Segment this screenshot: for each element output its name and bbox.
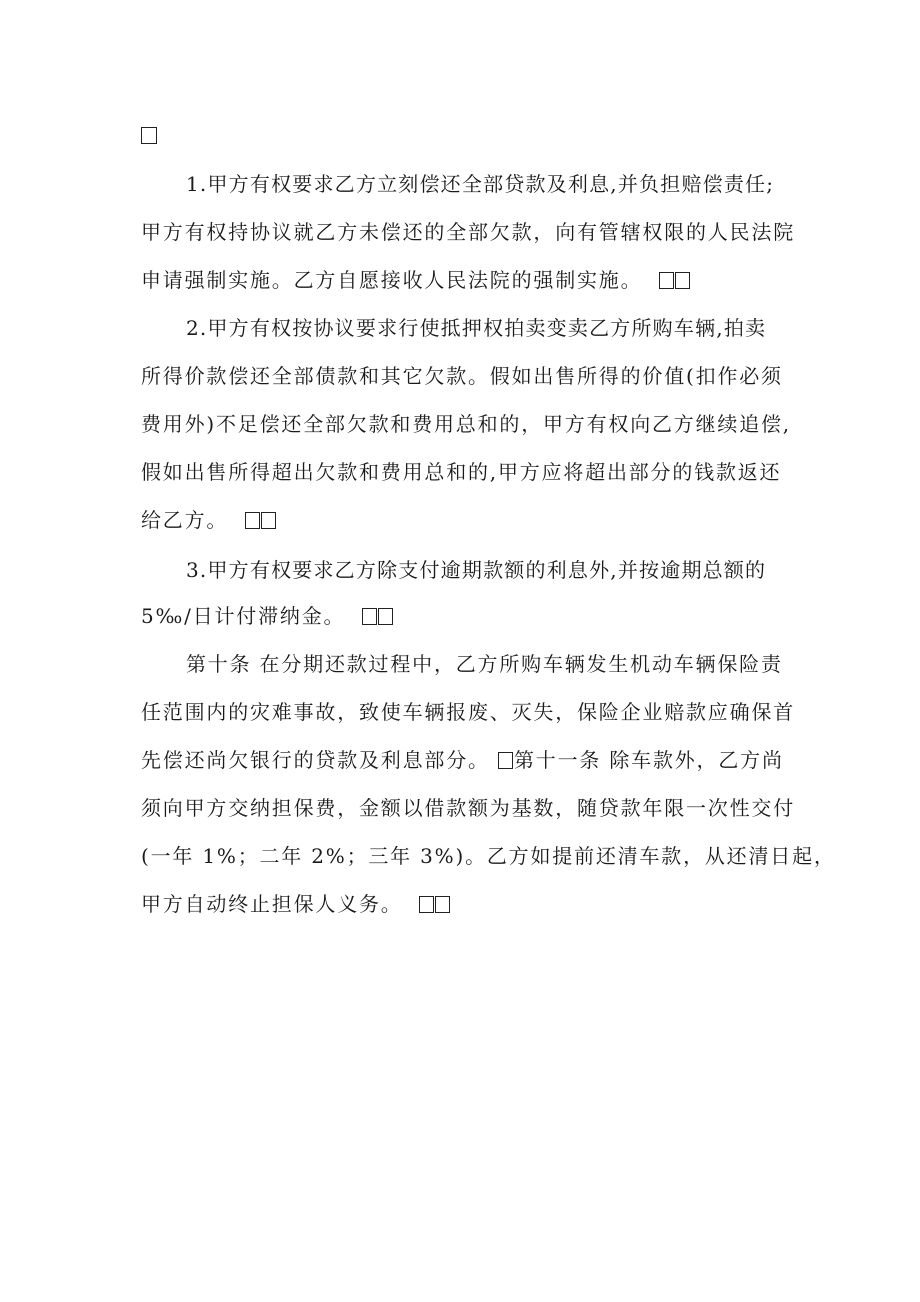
placeholder-box-icon <box>675 272 690 289</box>
article-10-line-3-text: 先偿还尚欠银行的贷款及利息部分。 <box>141 748 490 772</box>
paragraph-3-line-1: 3.甲方有权要求乙方除支付逾期款额的利息外,并按逾期总额的 <box>186 558 767 582</box>
paragraph-3-line-2-text: 5‰/日计付滞纳金。 <box>141 604 346 628</box>
article-10-line-2: 任范围内的灾难事故，致使车辆报废、灭失，保险企业赔款应确保首 <box>141 700 795 724</box>
paragraph-2-line-3: 费用外)不足偿还全部欠款和费用总和的，甲方有权向乙方继续追偿, <box>141 412 791 436</box>
article-11-line-4 <box>141 892 451 916</box>
placeholder-box-icon <box>362 608 377 625</box>
article-11-line-1-text: 第十一条 除车款外，乙方尚 <box>513 748 784 772</box>
paragraph-2-line-1: 2.甲方有权按协议要求行使抵押权拍卖变卖乙方所购车辆,拍卖 <box>186 316 767 340</box>
paragraph-2-line-5 <box>141 508 277 532</box>
paragraph-1-line-3-text: 申请强制实施。乙方自愿接收人民法院的强制实施。 <box>141 268 643 292</box>
paragraph-2-line-4: 假如出售所得超出欠款和费用总和的,甲方应将超出部分的钱款返还 <box>141 460 782 484</box>
article-11-line-3: (一年 1%；二年 2%；三年 3%)。乙方如提前还清车款，从还清日起， <box>141 844 836 868</box>
article-11-line-4-text: 甲方自动终止担保人义务。 <box>141 892 403 916</box>
placeholder-box-icon <box>261 512 276 529</box>
placeholder-box-icon <box>378 608 393 625</box>
paragraph-3-line-2 <box>141 604 394 628</box>
paragraph-2-line-5-text: 给乙方。 <box>141 508 229 532</box>
paragraph-2-line-2: 所得价款偿还全部债款和其它欠款。假如出售所得的价值(扣作必须 <box>141 364 783 388</box>
placeholder-box-icon <box>419 896 434 913</box>
article-10-line-1: 第十条 在分期还款过程中，乙方所购车辆发生机动车辆保险责 <box>186 652 783 676</box>
placeholder-box-icon <box>245 512 260 529</box>
article-11-line-2: 须向甲方交纳担保费，金额以借款额为基数，随贷款年限一次性交付 <box>141 796 795 820</box>
placeholder-box-icon <box>498 752 513 769</box>
article-10-line-3 <box>141 748 784 772</box>
placeholder-box-icon <box>435 896 450 913</box>
placeholder-box-icon <box>141 127 157 144</box>
paragraph-1-line-2: 甲方有权持协议就乙方未偿还的全部欠款，向有管辖权限的人民法院 <box>141 220 795 244</box>
paragraph-1-line-1: 1.甲方有权要求乙方立刻偿还全部贷款及利息,并负担赔偿责任; <box>186 172 775 196</box>
paragraph-1-line-3 <box>141 268 691 292</box>
placeholder-box-icon <box>659 272 674 289</box>
